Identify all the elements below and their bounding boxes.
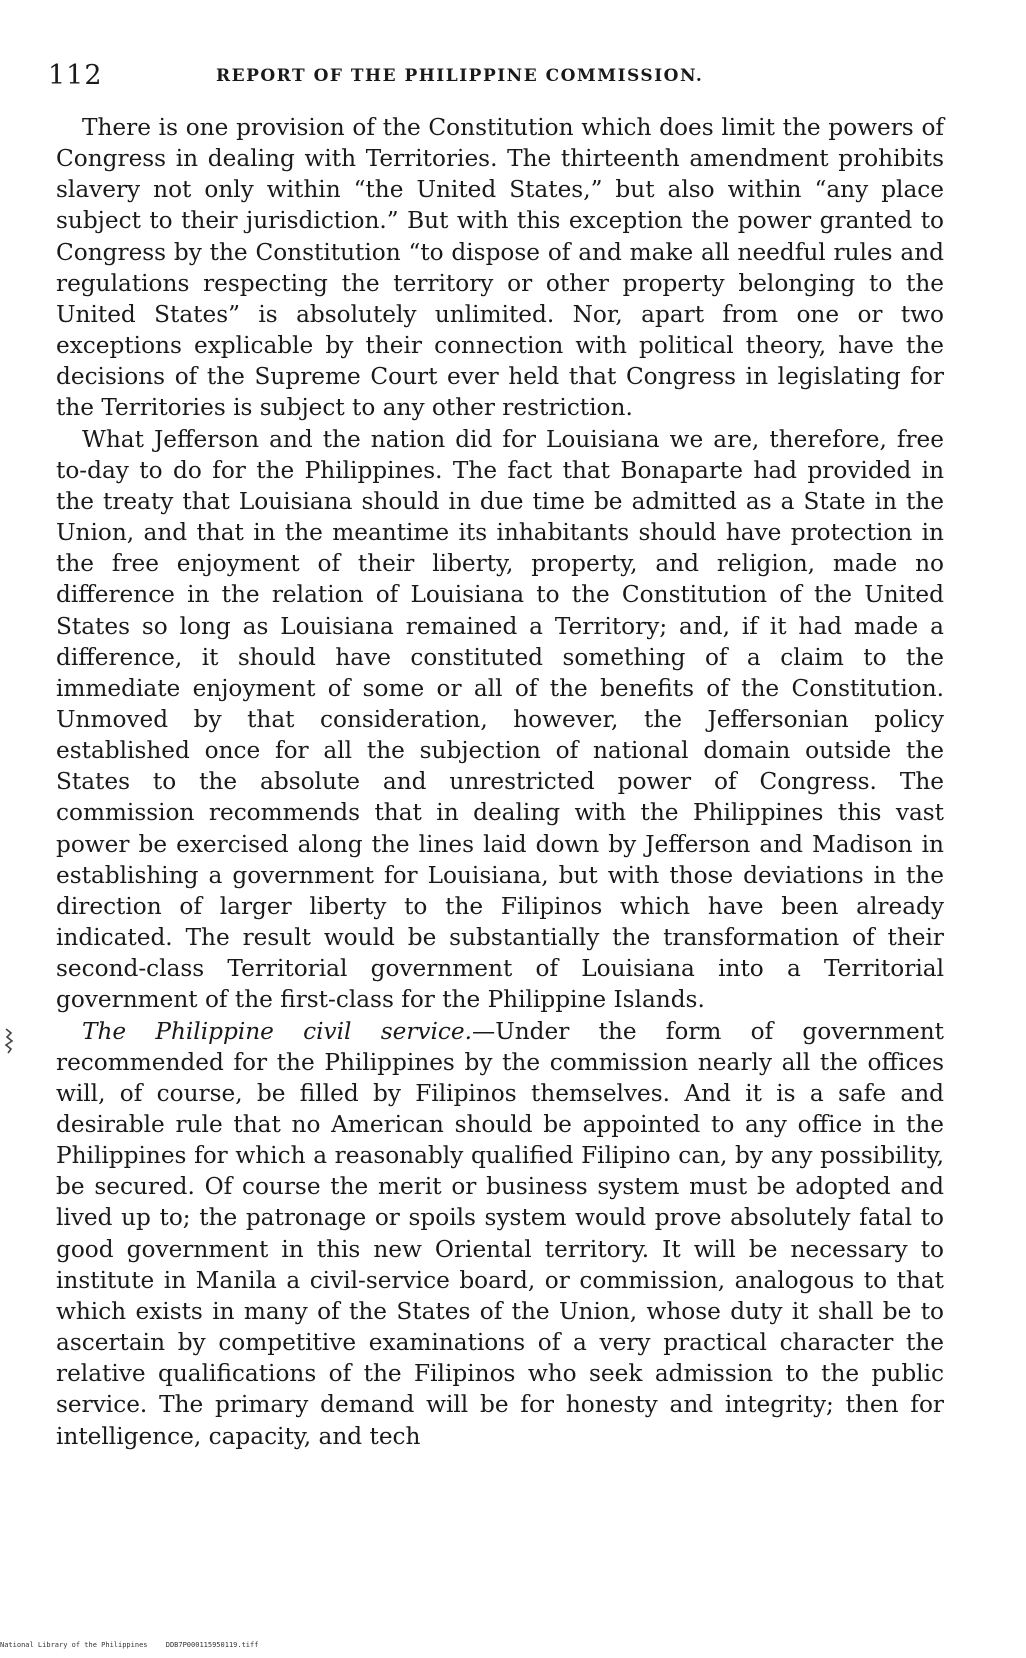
running-head: REPORT OF THE PHILIPPINE COMMISSION.: [216, 66, 704, 86]
page-header: [48, 60, 948, 90]
paragraph-constitution-provision: There is one provision of the Constitution which does limit the powers of Congress in dealing with Territories. The thirteenth amendment prohibits slavery not only within “the United States,” but also within “any place subject to their jurisdiction.” But with this exception the power granted to Congress by the Constitution “to dispose of and make all needful rules and regulations respecting the territory or other property belonging to the United States” is absolutely unlimited. Nor, apart from one or two exceptions explicable by their connection with political theory, have the decisions of the Supreme Court ever held that Congress in legislating for the Territories is subject to any other restriction.: [56, 114, 944, 422]
paragraph-civil-service: [56, 1016, 944, 1452]
margin-smudge-mark: [2, 1027, 16, 1055]
page-number: 112: [48, 60, 103, 91]
footer-library: National Library of the Philippines: [0, 1641, 148, 1649]
scan-footer: [0, 1641, 258, 1649]
footer-file-id: DDB7P000115950119.tiff: [165, 1641, 259, 1649]
body-text: [56, 112, 944, 1452]
civil-service-text: —Under the form of government recommended for the Philippines by the commission nearly all the offices will, of course, be filled by Filipinos themselves. And it is a safe and desirable rule that no American should be appointed to any office in the Philippines for which a reasonably qualified Filipino can, by any possibility, be secured. Of course the merit or business system must be adopted and lived up to; the patronage or spoils system would prove absolutely fatal to good government in this new Oriental territory. It will be necessary to institute in Manila a civil-service board, or commission, analogous to that which exists in many of the States of the Union, whose duty it shall be to ascertain by competitive examinations of a very practical character the relative qualifications of the Filipinos who seek admission to the public service. The primary demand will be for honesty and integrity; then for intelligence, capacity, and tech: [56, 1017, 945, 1450]
paragraph-jefferson-louisiana: What Jefferson and the nation did for Louisiana we are, therefore, free to-day to do for the Philippines. The fact that Bonaparte had provided in the treaty that Louisiana should in due time be admitted as a State in the Union, and that in the meantime its inhabitants should have protection in the free enjoyment of their liberty, property, and religion, made no difference in the relation of Louisiana to the Constitution of the United States so long as Louisiana remained a Territory; and, if it had made a difference, it should have constituted something of a claim to the immediate enjoyment of some or all of the benefits of the Constitution. Unmoved by that consideration, however, the Jeffersonian policy established once for all the subjection of national domain outside the States to the absolute and unrestricted power of Congress. The commission recommends that in dealing with the Philippines this vast power be exercised along the lines laid down by Jefferson and Madison in establishing a government for Louisiana, but with those deviations in the direction of larger liberty to the Filipinos which have been already indicated. The result would be substantially the transformation of their second-class Territorial government of Louisiana into a Territorial government of the first-class for the Philippine Islands.: [56, 425, 944, 1014]
section-sidehead: The Philippine civil service.: [82, 1017, 473, 1045]
